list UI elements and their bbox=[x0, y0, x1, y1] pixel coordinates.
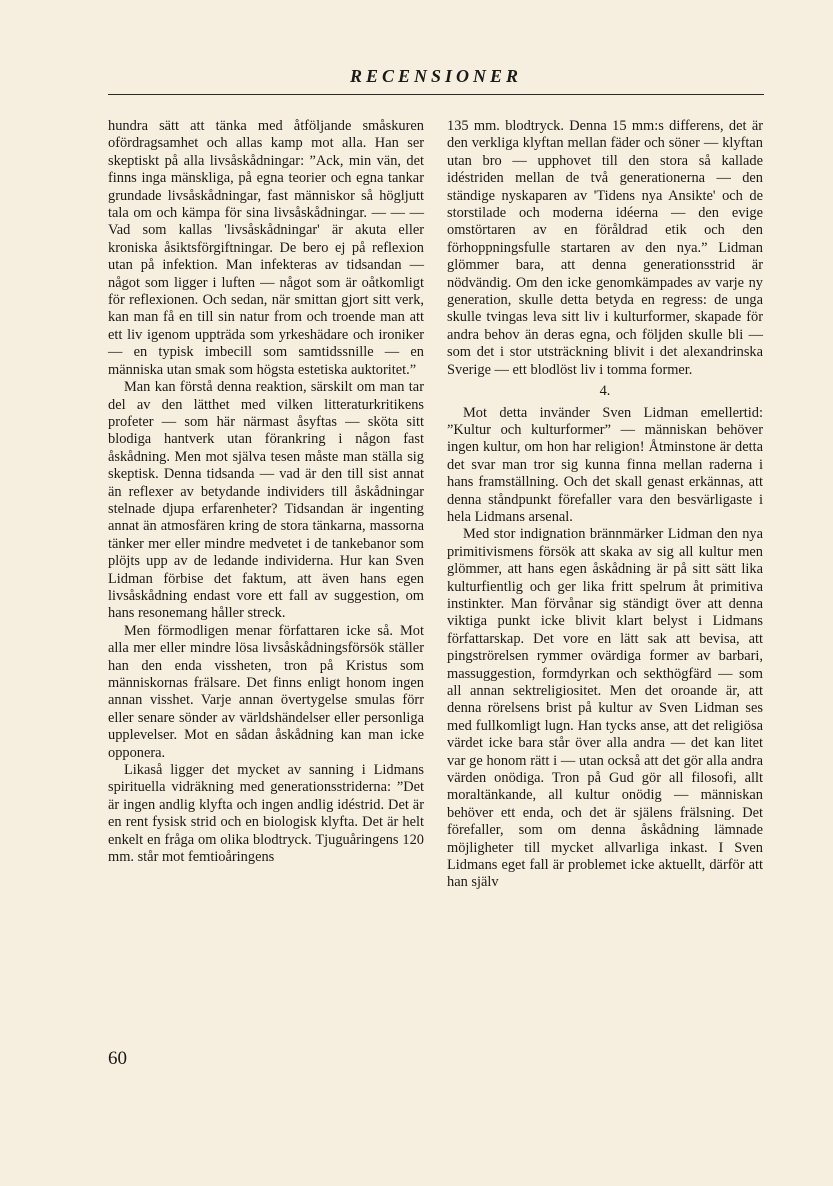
paragraph: Mot detta invänder Sven Lidman emellertid: ”Kultur och kulturformer” — människan behöver ingen kultur, om hon har religion! Åtminstone är detta det svar man tror sig kunna finna mellan raderna i hans framställning. Och det skall genast erkännas, att denna ståndpunkt förefaller vara den besvärligaste i hela Lidmans arsenal. bbox=[447, 404, 763, 525]
page-number: 60 bbox=[108, 1048, 127, 1069]
paragraph: Man kan förstå denna reaktion, särskilt om man tar del av den lätthet med vilken litteraturkritikens profeter — som här närmast åsyftas — sköta sitt blodiga hantverk utan förankring i någon fast åskådning. Men mot själva tesen måste man ställa sig skeptisk. Denna tidsanda — vad är den till sist annat än reflexer av betydande individers till åskådningar stelnade djupa erfarenheter? Tidsandan är ingenting annat än atmosfären kring de stora tänkarna, massorna tänker mer eller mindre medvetet i de tankebanor som plöjts upp av de ledande individerna. Hur kan Sven Lidman förbise det faktum, att även hans egen livsåskådning endast vore ett fall av suggestion, om hans resonemang håller streck. bbox=[108, 379, 424, 622]
running-header: RECENSIONER bbox=[349, 66, 523, 86]
right-column bbox=[447, 118, 763, 892]
paragraph: Likaså ligger det mycket av sanning i Lidmans spirituella vidräkning med generationsstriderna: ”Det är ingen andlig klyfta och ingen andlig idéstrid. Det är en rent fysisk strid och en biologisk klyfta. Det är helt enkelt en fråga om olika blodtryck. Tjuguåringens 120 mm. står mot femtioåringens bbox=[108, 762, 424, 866]
paragraph: Men förmodligen menar författaren icke så. Mot alla mer eller mindre lösa livsåskådningsförsök ställer han den enda vissheten, tron på Kristus som människornas frälsare. Det finns enligt honom ingen annan visshet. Varje annan övertygelse smulas förr eller senare sönder av världshändelser eller personliga upplevelser. Mot en sådan åskådning kan man icke opponera. bbox=[108, 622, 424, 761]
paragraph: Med stor indignation brännmärker Lidman den nya primitivismens försök att skaka av sig all kultur men glömmer, att hans egen åskådning är på sitt sätt lika kulturfientlig och ger lika fritt spelrum åt primitiva instinkter. Man förvånar sig ständigt över att denna viktiga punkt icke blivit klart belyst i Lidmans författarskap. Det vore en lätt sak att bevisa, att pingströrelsen rymmer ovärdiga former av barbari, massuggestion, formdyrkan och sekthögfärd — som all annan sektreligiositet. Men det oroande är, att denna rörelsens brist på kultur av Sven Lidman ses med fullkomligt lugn. Han tycks anse, att det religiösa värdet icke bara står över alla andra — det kan litet var ge honom rätt i — utan också att det gör alla andra värden onödiga. Tron på Gud gör all filosofi, allt moraltänkande, all kultur onödig — människan behöver ett enda, och det är själens frälsning. Det förefaller, som om denna åskådning lämnade möjligheter till mycket allvarliga inkast. I Sven Lidmans eget fall är problemet icke aktuellt, därför att han själv bbox=[447, 526, 763, 891]
left-column bbox=[108, 118, 424, 866]
paragraph: hundra sätt att tänka med åtföljande småskuren ofördragsamhet och allas kamp mot alla. Han ser skeptiskt på alla livsåskådningar: ”Ack, min vän, det finns inga mänskliga, på egna teorier och egna tankar grundade livsåskådningar, fast människor så högljutt tala om och kämpa för sina livsåskådningar. — — — Vad som kallas 'livsåskådningar' är akuta eller kroniska åsiktsförgiftningar. De bero ej på reflexion utan på infektion. Man infekteras av tidsandan — något som ligger i luften — något som är oåtkomligt för reflexionen. Och sedan, när smittan gjort sitt verk, kan man få en till sin natur from och troende man att ett liv igenom uppträda som yrkeshädare och ironiker — en typisk imbecill som samtidssnille — en människa utan smak som högsta estetiska auktoritet.” bbox=[108, 118, 424, 378]
paragraph: 135 mm. blodtryck. Denna 15 mm:s differens, det är den verkliga klyftan mellan fäder och söner — klyftan utan bro — upphovet till den stora så kallade idéstriden mellan de två generationerna — den ständige nyskaparen av 'Tidens nya Ansikte' och de storstilade och moderna idéerna — den evige omstörtaren av en föråldrad etik och den förhoppningsfulle startaren av den nya.” Lidman glömmer bara, att denna generationsstrid är nödvändig. Om den icke genomkämpades av varje ny generation, skulle detta betyda en regress: de unga skulle tvingas leva sitt liv i kulturformer, skapade för andra behov än deras egna, och följden skulle bli — som det i stor utsträckning blivit i det alexandrinska Sverige — ett blodlöst liv i tomma former. bbox=[447, 118, 763, 378]
section-number: 4. bbox=[599, 383, 611, 400]
header-rule bbox=[108, 94, 764, 95]
